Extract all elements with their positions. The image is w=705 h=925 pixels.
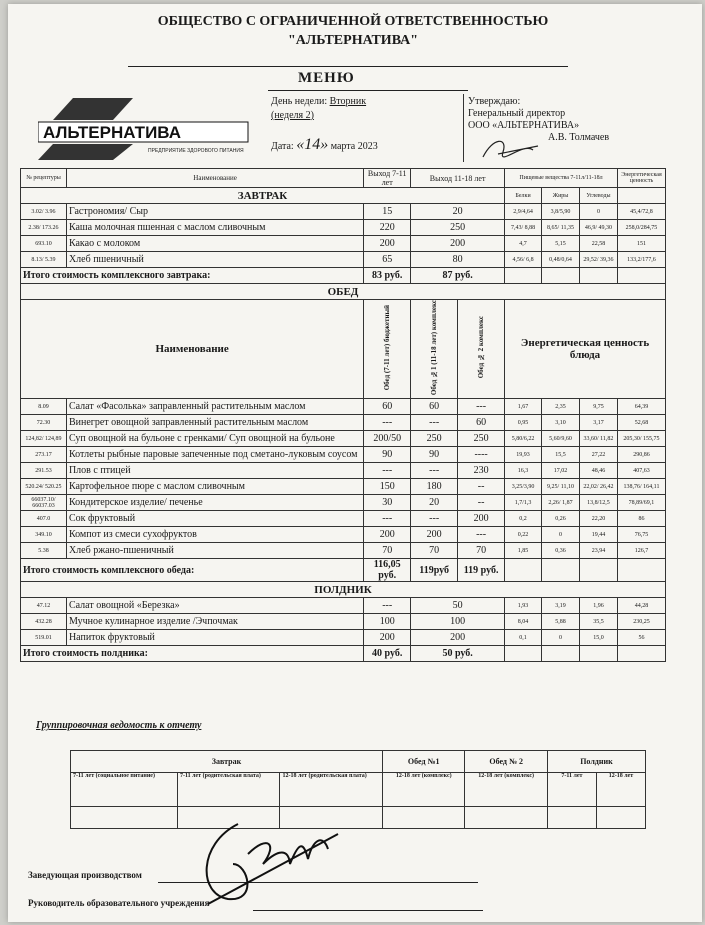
report-b3: 12-18 лет (родительская плата) — [280, 773, 383, 807]
carbs: 0 — [579, 204, 617, 220]
dish-name: Гастрономия/ Сыр — [66, 204, 363, 220]
portion-11-18: 200 — [411, 630, 505, 646]
table-row — [21, 543, 666, 559]
portion-lunch1: 200 — [411, 527, 458, 543]
dish-name: Кондитерское изделие/ печенье — [66, 495, 363, 511]
energy: 44,28 — [617, 598, 665, 614]
fat: 17,02 — [542, 463, 580, 479]
portion-lunch2: -- — [458, 495, 505, 511]
approve-label: Утверждаю: — [468, 96, 521, 107]
week-note: (неделя 2) — [271, 110, 314, 121]
dish-name: Винегрет овощной заправленный растительным маслом — [66, 415, 363, 431]
energy: 64,39 — [617, 399, 665, 415]
recipe-no: 5.38 — [21, 543, 67, 559]
portion-11-18: 100 — [411, 614, 505, 630]
fat: 2,26/ 1,87 — [542, 495, 580, 511]
portion-budget: --- — [364, 511, 411, 527]
energy: 138,76/ 164,11 — [617, 479, 665, 495]
table-row — [21, 527, 666, 543]
table-row — [21, 614, 666, 630]
dish-name: Какао с молоком — [66, 236, 363, 252]
protein: 0,2 — [505, 511, 542, 527]
carbs: 19,44 — [579, 527, 617, 543]
fat-header: Жиры — [542, 188, 580, 204]
company-logo — [38, 96, 253, 162]
portion-7-11: 100 — [364, 614, 411, 630]
portion-7-11: 200 — [364, 236, 411, 252]
recipe-no: 273.17 — [21, 447, 67, 463]
fat: 2,35 — [542, 399, 580, 415]
logo-text: АЛЬТЕРНАТИВА — [43, 123, 181, 142]
protein: 7,43/ 8,88 — [505, 220, 542, 236]
portion-lunch1: 250 — [411, 431, 458, 447]
table-row — [21, 252, 666, 268]
portion-11-18: 80 — [411, 252, 505, 268]
col-out-11-18: Выход 11-18 лет — [411, 169, 505, 188]
portion-lunch2: ---- — [458, 447, 505, 463]
portion-budget: 150 — [364, 479, 411, 495]
dish-name: Хлеб пшеничный — [66, 252, 363, 268]
date-label: Дата: — [271, 141, 294, 152]
weekday-label: День недели: — [271, 96, 328, 107]
portion-lunch1: 70 — [411, 543, 458, 559]
protein: 8,04 — [505, 614, 542, 630]
report-cell — [547, 807, 596, 829]
portion-lunch1: 60 — [411, 399, 458, 415]
snack-total-row — [21, 646, 666, 662]
portion-lunch1: --- — [411, 415, 458, 431]
protein: 1,7/1,3 — [505, 495, 542, 511]
dish-name: Плов с птицей — [66, 463, 363, 479]
menu-title: МЕНЮ — [298, 70, 355, 86]
logo-subtext: ПРЕДПРИЯТИЕ ЗДОРОВОГО ПИТАНИЯ — [148, 148, 244, 154]
lunch-total-label: Итого стоимость комплексного обеда: — [21, 559, 364, 582]
table-row — [21, 431, 666, 447]
recipe-no: 432.28 — [21, 614, 67, 630]
table-row — [21, 511, 666, 527]
carbs: 35,5 — [579, 614, 617, 630]
carbs-header: Углеводы — [579, 188, 617, 204]
lunch-total-2: 119 руб. — [458, 559, 505, 582]
lunch-total-1: 119руб — [411, 559, 458, 582]
menu-table — [20, 168, 666, 662]
recipe-no: 124,82/ 124,89 — [21, 431, 67, 447]
energy: 133,2/177,6 — [617, 252, 665, 268]
approve-org: ООО «АЛЬТЕРНАТИВА» — [468, 120, 580, 131]
energy: 76,75 — [617, 527, 665, 543]
portion-budget: 30 — [364, 495, 411, 511]
table-row — [21, 399, 666, 415]
lunch-total-row — [21, 559, 666, 582]
snack-total-11-18: 50 руб. — [411, 646, 505, 662]
carbs: 22,02/ 26,42 — [579, 479, 617, 495]
energy: 151 — [617, 236, 665, 252]
report-breakfast: Завтрак — [71, 751, 383, 773]
protein: 16,3 — [505, 463, 542, 479]
report-cell — [71, 807, 178, 829]
portion-lunch2: 70 — [458, 543, 505, 559]
nutrients-label: Пищевые вещества 7-11л/11-18л — [519, 175, 603, 181]
portion-lunch2: 250 — [458, 431, 505, 447]
fat: 0,48/0,64 — [542, 252, 580, 268]
fat: 5,15 — [542, 236, 580, 252]
dish-name: Картофельное пюре с маслом сливочным — [66, 479, 363, 495]
report-b1: 7-11 лет (социальное питание) — [71, 773, 178, 807]
carbs: 3,17 — [579, 415, 617, 431]
recipe-no: 72.30 — [21, 415, 67, 431]
col-nutrients — [505, 169, 618, 188]
energy: 126,7 — [617, 543, 665, 559]
breakfast-total-label: Итого стоимость комплексного завтрака: — [21, 268, 364, 284]
portion-lunch2: 200 — [458, 511, 505, 527]
carbs: 48,46 — [579, 463, 617, 479]
breakfast-total-row — [21, 268, 666, 284]
recipe-no: 8.13/ 5.39 — [21, 252, 67, 268]
lunch-name-header: Наименование — [21, 300, 364, 399]
report-l1: 12-18 лет (комплекс) — [383, 773, 465, 807]
approve-name: А.В. Толмачев — [548, 132, 610, 143]
dish-name: Напиток фруктовый — [66, 630, 363, 646]
recipe-no: 66037.10/ 66037.03 — [21, 495, 67, 511]
lunch-col1-header: Обед (7-11 лет) бюджетный — [383, 304, 392, 391]
recipe-no: 8.09 — [21, 399, 67, 415]
snack-total-7-11: 40 руб. — [364, 646, 411, 662]
report-cell — [465, 807, 547, 829]
portion-lunch2: --- — [458, 527, 505, 543]
portion-lunch1: --- — [411, 511, 458, 527]
portion-7-11: --- — [364, 598, 411, 614]
table-row — [21, 630, 666, 646]
dish-name: Сок фруктовый — [66, 511, 363, 527]
portion-7-11: 220 — [364, 220, 411, 236]
protein: 3,25/3,90 — [505, 479, 542, 495]
energy: 52,68 — [617, 415, 665, 431]
report-lunch2: Обед № 2 — [465, 751, 547, 773]
production-head-label: Заведующая производством — [28, 870, 142, 880]
energy: 230,25 — [617, 614, 665, 630]
date-rest: марта 2023 — [330, 141, 378, 152]
energy: 86 — [617, 511, 665, 527]
fat: 9,25/ 11,10 — [542, 479, 580, 495]
col-energy: Энергетическая ценность — [617, 169, 665, 188]
lunch-col2-header: Обед №1 (11-18 лет) комплекс — [430, 300, 439, 396]
divider — [463, 94, 464, 162]
report-b2: 7-11 лет (родительская плата) — [177, 773, 280, 807]
portion-11-18: 200 — [411, 236, 505, 252]
lunch-total-budget: 116,05 руб. — [364, 559, 411, 582]
portion-7-11: 65 — [364, 252, 411, 268]
breakfast-total-11-18: 87 руб. — [411, 268, 505, 284]
protein-header: Белки — [505, 188, 542, 204]
report-s2: 12-18 лет — [596, 773, 645, 807]
portion-budget: 200 — [364, 527, 411, 543]
carbs: 13,8/12,5 — [579, 495, 617, 511]
lunch-title: ОБЕД — [21, 284, 666, 300]
fat: 0 — [542, 630, 580, 646]
report-s1: 7-11 лет — [547, 773, 596, 807]
portion-lunch2: 60 — [458, 415, 505, 431]
dish-name: Салат «Фасолька» заправленный растительным маслом — [66, 399, 363, 415]
table-row — [21, 415, 666, 431]
recipe-no: 407.0 — [21, 511, 67, 527]
report-l2: 12-18 лет (комплекс) — [465, 773, 547, 807]
portion-7-11: 200 — [364, 630, 411, 646]
fat: 0,36 — [542, 543, 580, 559]
protein: 5,80/6,22 — [505, 431, 542, 447]
report-lunch1: Обед №1 — [383, 751, 465, 773]
portion-budget: 90 — [364, 447, 411, 463]
date-row — [271, 136, 378, 154]
recipe-no: 3.02/ 3.96 — [21, 204, 67, 220]
divider — [268, 90, 468, 91]
empty-cell — [617, 188, 665, 204]
report-title: Группировочная ведомость к отчету — [36, 720, 202, 731]
recipe-no: 519.01 — [21, 630, 67, 646]
dish-name: Хлеб ржано-пшеничный — [66, 543, 363, 559]
menu-document — [8, 4, 702, 922]
protein: 4,56/ 6,8 — [505, 252, 542, 268]
date-day: «14» — [296, 136, 329, 153]
recipe-no: 349.10 — [21, 527, 67, 543]
fat: 0 — [542, 527, 580, 543]
lunch-energy-header: Энергетическая ценность блюда — [505, 300, 666, 399]
portion-11-18: 20 — [411, 204, 505, 220]
portion-lunch2: 230 — [458, 463, 505, 479]
energy: 205,30/ 155,75 — [617, 431, 665, 447]
portion-lunch1: 20 — [411, 495, 458, 511]
table-row — [21, 204, 666, 220]
carbs: 22,58 — [579, 236, 617, 252]
fat: 3,8/5,90 — [542, 204, 580, 220]
table-row — [21, 598, 666, 614]
director-signature — [478, 132, 548, 164]
col-out-7-11: Выход 7-11 лет — [364, 169, 411, 188]
table-row — [21, 447, 666, 463]
institution-head-label: Руководитель образовательного учреждения — [28, 898, 210, 908]
energy: 407,63 — [617, 463, 665, 479]
weekday-row — [271, 96, 366, 107]
divider — [128, 66, 568, 67]
energy: 56 — [617, 630, 665, 646]
dish-name: Салат овощной «Березка» — [66, 598, 363, 614]
portion-lunch1: --- — [411, 463, 458, 479]
portion-lunch2: --- — [458, 399, 505, 415]
col-name: Наименование — [66, 169, 363, 188]
energy: 290,86 — [617, 447, 665, 463]
fat: 3,19 — [542, 598, 580, 614]
protein: 0,1 — [505, 630, 542, 646]
portion-11-18: 250 — [411, 220, 505, 236]
dish-name: Каша молочная пшенная с маслом сливочным — [66, 220, 363, 236]
portion-lunch1: 180 — [411, 479, 458, 495]
report-cell — [596, 807, 645, 829]
protein: 2,9/4,64 — [505, 204, 542, 220]
report-table — [70, 750, 646, 829]
snack-title: ПОЛДНИК — [21, 582, 666, 598]
carbs: 29,52/ 39,36 — [579, 252, 617, 268]
recipe-no: 291.53 — [21, 463, 67, 479]
recipe-no: 2.38/ 173.26 — [21, 220, 67, 236]
fat: 5,60/9,60 — [542, 431, 580, 447]
portion-budget: --- — [364, 463, 411, 479]
carbs: 46,9/ 49,30 — [579, 220, 617, 236]
recipe-no: 47.12 — [21, 598, 67, 614]
carbs: 27,22 — [579, 447, 617, 463]
table-row — [21, 495, 666, 511]
protein: 1,93 — [505, 598, 542, 614]
table-row — [21, 236, 666, 252]
recipe-no: 693.10 — [21, 236, 67, 252]
table-row — [21, 463, 666, 479]
carbs: 23,94 — [579, 543, 617, 559]
protein: 0,95 — [505, 415, 542, 431]
carbs: 22,20 — [579, 511, 617, 527]
energy: 258,0/284,75 — [617, 220, 665, 236]
org-name-line2: "АЛЬТЕРНАТИВА" — [287, 33, 419, 48]
lunch-col3-header: Обед № 2 комплекс — [477, 316, 486, 379]
portion-lunch2: -- — [458, 479, 505, 495]
energy: 78,89/69,1 — [617, 495, 665, 511]
fat: 0,26 — [542, 511, 580, 527]
fat: 8,65/ 11,35 — [542, 220, 580, 236]
protein: 4,7 — [505, 236, 542, 252]
carbs: 15,0 — [579, 630, 617, 646]
portion-11-18: 50 — [411, 598, 505, 614]
portion-budget: 60 — [364, 399, 411, 415]
protein: 1,85 — [505, 543, 542, 559]
carbs: 1,96 — [579, 598, 617, 614]
protein: 19,93 — [505, 447, 542, 463]
carbs: 9,75 — [579, 399, 617, 415]
portion-budget: --- — [364, 415, 411, 431]
report-snack: Полдник — [547, 751, 645, 773]
col-recipe: № рецептуры — [21, 169, 67, 188]
breakfast-title: ЗАВТРАК — [21, 188, 505, 204]
fat: 5,88 — [542, 614, 580, 630]
protein: 1,67 — [505, 399, 542, 415]
breakfast-total-7-11: 83 руб. — [364, 268, 411, 284]
table-row — [21, 479, 666, 495]
report-cell — [383, 807, 465, 829]
dish-name: Суп овощной на бульоне с гренками/ Суп овощной на бульоне — [66, 431, 363, 447]
fat: 3,10 — [542, 415, 580, 431]
dish-name: Компот из смеси сухофруктов — [66, 527, 363, 543]
dish-name: Мучное кулинарное изделие /Эчпочмак — [66, 614, 363, 630]
dish-name: Котлеты рыбные паровые запеченные под сметано-луковым соусом — [66, 447, 363, 463]
snack-total-label: Итого стоимость полдника: — [21, 646, 364, 662]
approve-role: Генеральный директор — [468, 108, 566, 119]
portion-budget: 70 — [364, 543, 411, 559]
recipe-no: 520.24/ 520.25 — [21, 479, 67, 495]
table-row — [21, 220, 666, 236]
handwritten-signature — [178, 804, 348, 914]
carbs: 33,60/ 11,82 — [579, 431, 617, 447]
protein: 0,22 — [505, 527, 542, 543]
portion-lunch1: 90 — [411, 447, 458, 463]
org-name-line1: ОБЩЕСТВО С ОГРАНИЧЕННОЙ ОТВЕТСТВЕННОСТЬЮ — [157, 14, 549, 29]
portion-7-11: 15 — [364, 204, 411, 220]
fat: 15,5 — [542, 447, 580, 463]
energy: 45,4/72,8 — [617, 204, 665, 220]
weekday-value: Вторник — [329, 96, 367, 107]
portion-budget: 200/50 — [364, 431, 411, 447]
